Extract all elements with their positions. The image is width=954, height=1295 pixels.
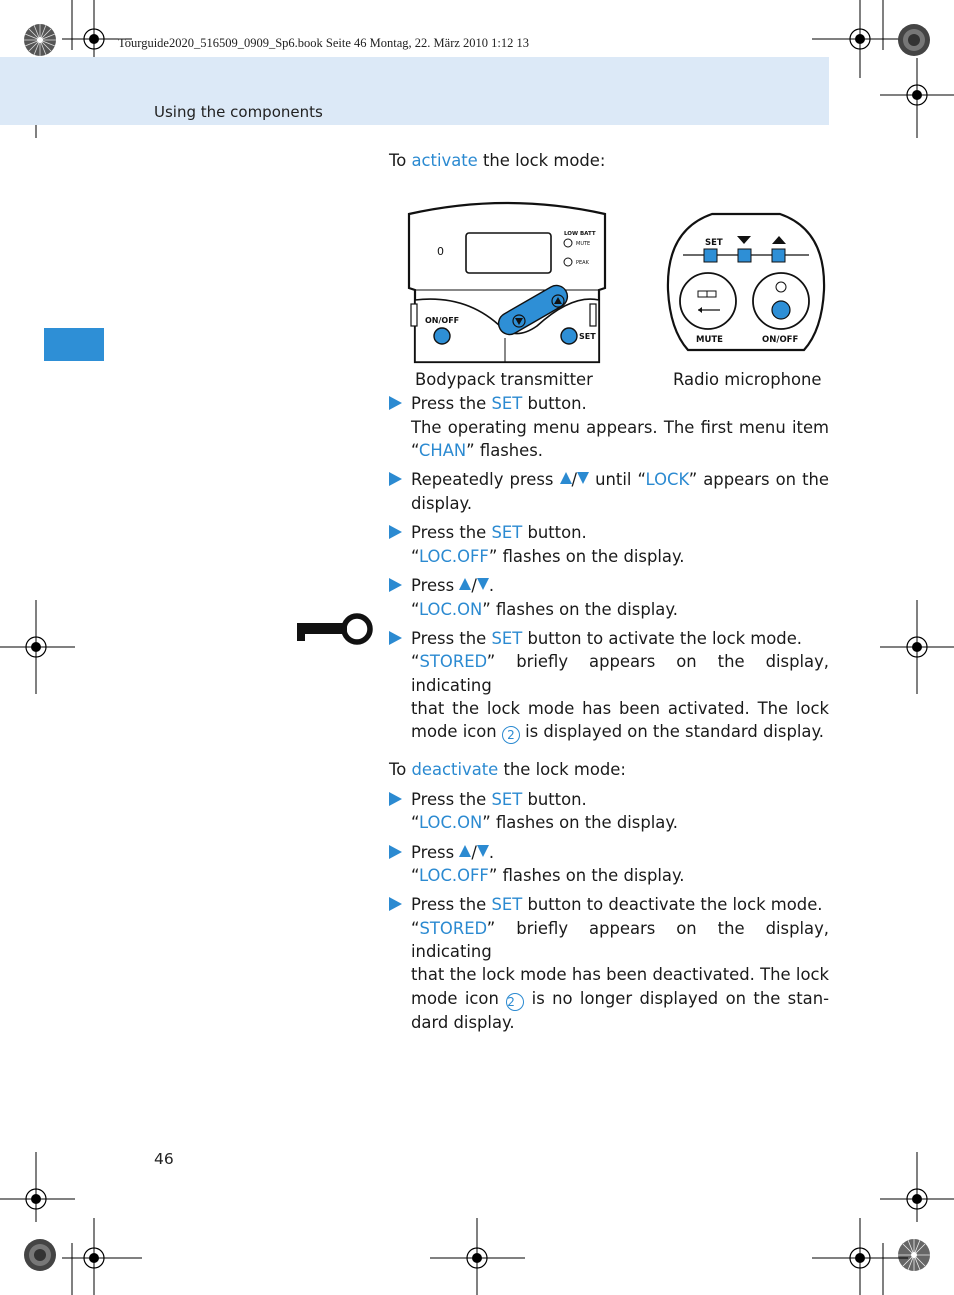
main-content	[389, 149, 829, 1040]
page-number: 46	[154, 1150, 174, 1168]
up-triangle-icon	[459, 845, 471, 857]
color-wheel-mark-icon	[22, 1237, 58, 1273]
list-item: Press / . “LOC.ON” flashes on the display.	[389, 574, 829, 621]
lock-icon-reference: 2	[502, 726, 520, 744]
radio-onoff-button	[772, 301, 790, 319]
section-title: Using the components	[154, 103, 323, 121]
lock-mode-icon	[296, 612, 376, 648]
deactivate-steps	[389, 788, 829, 1034]
activate-steps	[389, 392, 829, 744]
bullet-arrow-icon	[389, 396, 402, 410]
bullet-arrow-icon	[389, 631, 402, 645]
up-triangle-icon	[560, 472, 572, 484]
bodypack-onoff-button	[434, 328, 450, 344]
device-figure	[389, 172, 829, 392]
radio-set-label: SET	[705, 238, 723, 249]
list-item: Press / . “LOC.OFF” flashes on the display.	[389, 841, 829, 888]
header-band	[0, 57, 829, 125]
chapter-tab	[44, 328, 104, 361]
list-item: Press the SET button to activate the lock mode. “STORED” briefly appears on the display, indicating that the lock mode has been activated. The lock mode icon 2 is displayed on the standard display.	[389, 627, 829, 744]
down-triangle-icon	[477, 578, 489, 590]
radio-caption: Radio microphone	[673, 370, 822, 390]
registration-mark-icon	[0, 600, 75, 694]
bodypack-set-label: SET	[579, 332, 596, 342]
peak-label: PEAK	[576, 260, 589, 267]
color-wheel-mark-icon	[22, 22, 58, 58]
registration-mark-icon	[880, 1152, 954, 1222]
list-item: Press the SET button to deactivate the lock mode. “STORED” briefly appears on the display, indicating that the lock mode has been deactivated. The lock mode icon 2 is no longer displayed on the stan- dard display.	[389, 893, 829, 1033]
bullet-arrow-icon	[389, 525, 402, 539]
up-triangle-icon	[459, 578, 471, 590]
down-triangle-icon	[477, 845, 489, 857]
low-batt-label: LOW BATT	[564, 231, 596, 238]
activate-intro: To activate the lock mode:	[389, 151, 606, 170]
bodypack-transmitter-illustration	[407, 198, 607, 368]
radio-mute-label: MUTE	[696, 335, 723, 346]
book-info-line: Tourguide2020_516509_0909_Sp6.book Seite 46 Montag, 22. März 2010 1:12 13	[118, 36, 530, 50]
zero-mark: 0	[437, 245, 444, 259]
bodypack-onoff-label: ON/OFF	[425, 316, 460, 326]
bullet-arrow-icon	[389, 578, 402, 592]
bullet-arrow-icon	[389, 792, 402, 806]
registration-mark-icon	[880, 600, 954, 694]
registration-mark-icon	[0, 1152, 75, 1222]
registration-mark-icon	[430, 1218, 525, 1295]
registration-mark-icon	[62, 1218, 142, 1295]
list-item: Press the SET button. The operating menu appears. The first menu item “CHAN” flashes.	[389, 392, 829, 462]
mute-label: MUTE	[576, 241, 591, 248]
bullet-arrow-icon	[389, 472, 402, 486]
radio-microphone-illustration	[664, 210, 828, 360]
bullet-arrow-icon	[389, 845, 402, 859]
bodypack-caption: Bodypack transmitter	[415, 370, 593, 390]
down-triangle-icon	[577, 472, 589, 484]
registration-mark-icon	[810, 1218, 910, 1295]
list-item: Repeatedly press / until “LOCK” appears on the display.	[389, 468, 829, 515]
color-wheel-mark-icon	[896, 22, 932, 58]
list-item: Press the SET button. “LOC.ON” flashes on the display.	[389, 788, 829, 835]
deactivate-intro: To deactivate the lock mode:	[389, 760, 626, 780]
bullet-arrow-icon	[389, 897, 402, 911]
registration-mark-icon	[880, 58, 954, 138]
lock-icon-reference: 2	[506, 993, 524, 1011]
list-item: Press the SET button. “LOC.OFF” flashes on the display.	[389, 521, 829, 568]
bodypack-set-button	[561, 328, 577, 344]
radio-onoff-label: ON/OFF	[762, 335, 799, 346]
